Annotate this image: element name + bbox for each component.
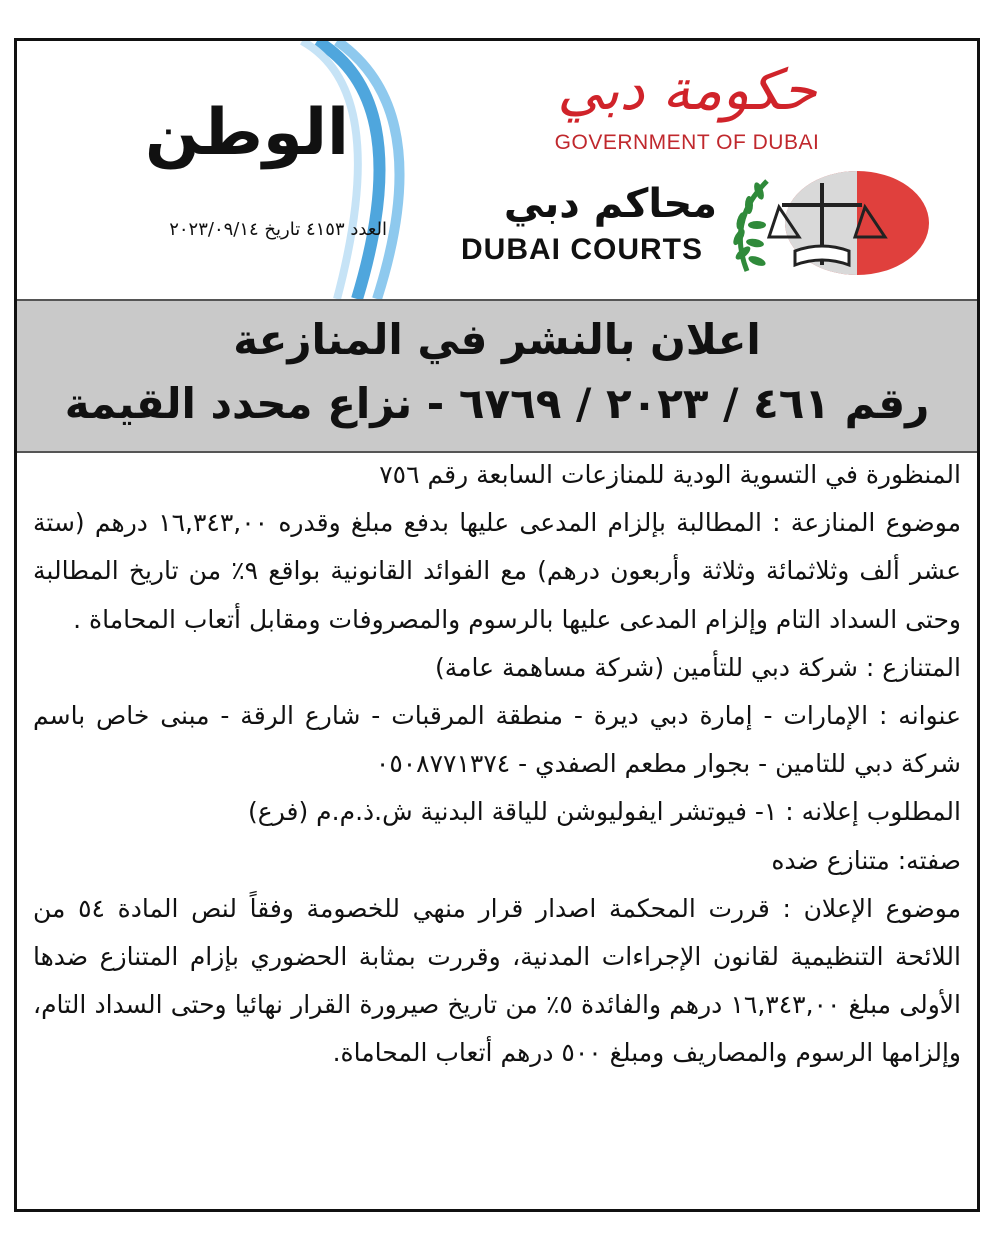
body-paragraph-case-reference: المنظورة في التسوية الودية للمنازعات السابعة رقم ٧٥٦: [379, 460, 961, 489]
body-paragraph-capacity: صفته: متنازع ضده: [771, 845, 961, 875]
wave-graphic-icon: [297, 41, 437, 299]
newspaper-name: الوطن: [145, 96, 349, 170]
issue-number-date: العدد ٤١٥٣ تاريخ ٢٠٢٣/٠٩/١٤: [169, 219, 387, 240]
title-band: [17, 299, 977, 453]
announcement-frame: [14, 38, 980, 1212]
case-number-title: رقم ٤٦١ / ٢٠٢٣ / ٦٧٦٩ - نزاع محدد القيمة: [64, 379, 930, 428]
body-paragraph-claimant: المتنازع : شركة دبي للتأمين (شركة مساهمة عامة): [435, 652, 961, 682]
body-paragraph-address: عنوانه : الإمارات - إمارة دبي ديرة - منطقة المرقبات - شارع الرقة - مبنى خاص باسم شركة دبي للتامين - بجوار مطعم الصفدي - ٠٥٠٨٧٧١٣٧٤: [33, 701, 961, 779]
alwatan-logo: [57, 41, 437, 299]
dubai-courts-emblem-icon: [707, 161, 937, 291]
courts-arabic-label: محاكم دبي: [503, 181, 717, 227]
announcement-title: اعلان بالنشر في المنازعة: [233, 315, 761, 364]
courts-english-label: DUBAI COURTS: [461, 233, 703, 266]
body-paragraph-notified-party: المطلوب إعلانه : ١- فيوتشر ايفوليوشن للياقة البدنية ش.ذ.م.م (فرع): [248, 797, 961, 827]
header: [17, 41, 977, 299]
government-of-dubai-logo: [532, 51, 842, 171]
announcement-body: [33, 451, 961, 1078]
government-english-label: GOVERNMENT OF DUBAI: [554, 131, 820, 154]
body-paragraph-dispute-subject: موضوع المنازعة : المطالبة بإلزام المدعى عليها بدفع مبلغ وقدره ١٦,٣٤٣,٠٠ درهم (ستة عشر ألف وثلاثمائة وثلاثة وأربعون درهم) مع الفوائد القانونية بواقع ٩٪ من تاريخ المطالبة وحتى السداد التام وإلزام المدعى عليها بالرسوم والمصروفات ومقابل أتعاب المحاماة .: [33, 508, 961, 634]
body-paragraph-notice-subject: موضوع الإعلان : قررت المحكمة اصدار قرار منهي للخصومة وفقاً لنص المادة ٥٤ من اللائحة التنظيمية لقانون الإجراءات المدنية، وقررت بمثابة الحضوري بإزام المتنازع ضدها الأولى مبلغ ١٦,٣٤٣,٠٠ درهم والفائدة ٥٪ من تاريخ صيرورة القرار نهائيا وحتى السداد التام، وإلزامها الرسوم والمصاريف ومبلغ ٥٠٠ درهم أتعاب المحاماة.: [33, 893, 961, 1068]
government-arabic-logotype: حكومة دبي: [557, 58, 817, 123]
